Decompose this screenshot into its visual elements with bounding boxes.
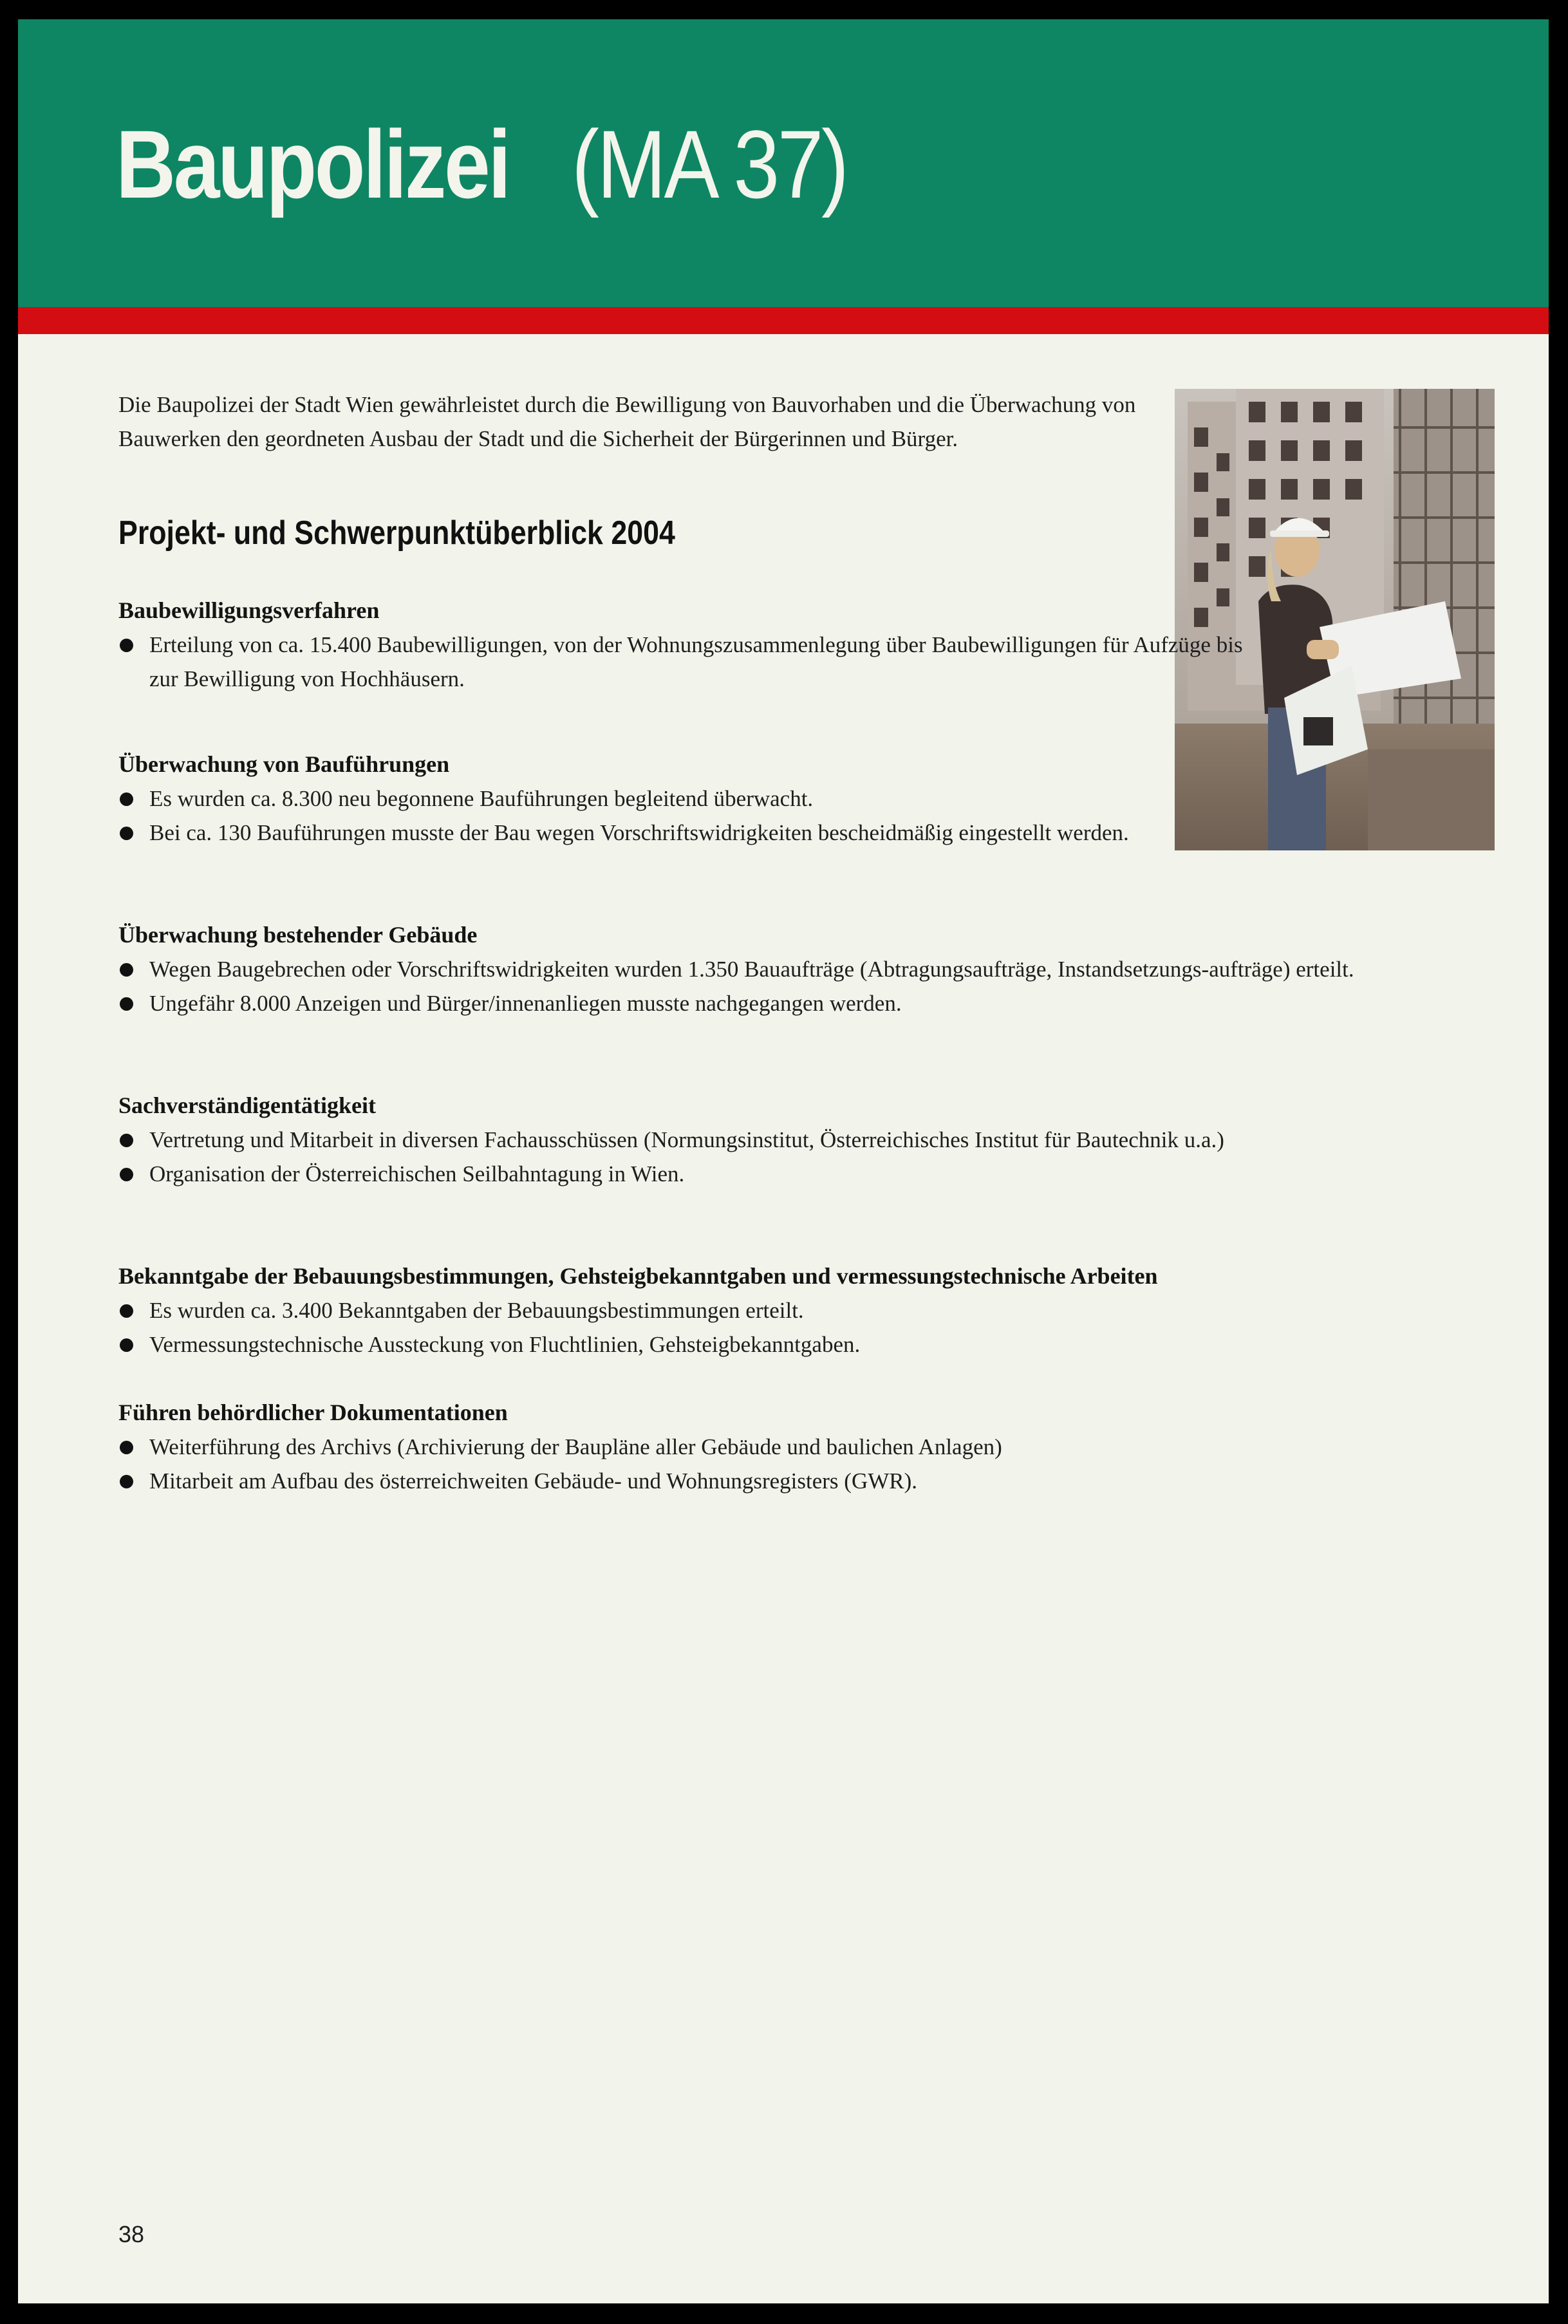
list-item-text: Vertretung und Mitarbeit in diversen Fachausschüssen (Normungsinstitut, Österreichisches Institut für Bautechnik u.a.) <box>149 1127 1224 1152</box>
list-item-text: Weiterführung des Archivs (Archivierung der Baupläne aller Gebäude und baulichen Anlagen) <box>149 1434 1002 1459</box>
bullet-icon <box>120 1338 133 1352</box>
bullet-list <box>118 1123 1502 1191</box>
section-ueberwachung-baufuehrungen <box>118 747 1502 850</box>
header-band <box>18 19 1549 307</box>
list-item <box>118 628 1244 696</box>
title-main: Baupolizei <box>116 110 509 218</box>
document-page <box>18 19 1549 2303</box>
list-item <box>118 1464 1520 1498</box>
list-item-text: Ungefähr 8.000 Anzeigen und Bürger/innenanliegen musste nachgegangen werden. <box>149 991 902 1016</box>
list-item-text: Organisation der Österreichischen Seilbahntagung in Wien. <box>149 1161 685 1186</box>
list-item-text: Vermessungstechnische Aussteckung von Fluchtlinien, Gehsteigbekanntgaben. <box>149 1332 861 1357</box>
list-item-text: Mitarbeit am Aufbau des österreichweiten Gebäude- und Wohnungsregisters (GWR). <box>149 1468 918 1494</box>
page-title <box>116 110 891 218</box>
bullet-list <box>118 1430 1502 1498</box>
section-heading: Bekanntgabe der Bebauungsbestimmungen, Gehsteigbekanntgaben und vermessungstechnische Arbeiten <box>118 1263 1158 1289</box>
list-item <box>118 1123 1411 1157</box>
bullet-list <box>118 782 1502 850</box>
bullet-icon <box>120 1441 133 1454</box>
list-item <box>118 1157 1411 1191</box>
list-item-text: Wegen Baugebrechen oder Vorschriftswidrigkeiten wurden 1.350 Bauaufträge (Abtragungsaufträge, Instandsetzungs-aufträge) erteilt. <box>149 957 1354 982</box>
section-heading: Überwachung bestehender Gebäude <box>118 922 478 948</box>
section-sachverstaendigentaetigkeit <box>118 1089 1502 1191</box>
bullet-icon <box>120 1475 133 1488</box>
bullet-icon <box>120 639 133 652</box>
list-item <box>118 1430 1520 1464</box>
section-heading: Sachverständigentätigkeit <box>118 1092 376 1118</box>
list-item <box>118 1293 1520 1327</box>
section-heading: Überwachung von Bauführungen <box>118 751 450 777</box>
section-ueberwachung-gebaeude <box>118 918 1502 1020</box>
bullet-icon <box>120 997 133 1011</box>
list-item-text: Bei ca. 130 Bauführungen musste der Bau wegen Vorschriftswidrigkeiten bescheidmäßig eingestellt werden. <box>149 820 1129 845</box>
title-suffix: (MA 37) <box>571 110 847 218</box>
bullet-list <box>118 952 1502 1020</box>
list-item <box>118 1327 1520 1362</box>
intro-paragraph: Die Baupolizei der Stadt Wien gewährleistet durch die Bewilligung von Bauvorhaben und die Überwachung von Bauwerken den geordneten Ausbau der Stadt und die Sicherheit der Bürgerinnen und Bürger. <box>118 392 1136 451</box>
bullet-icon <box>120 792 133 806</box>
bullet-icon <box>120 1134 133 1147</box>
section-baubewilligungsverfahren <box>118 594 1502 696</box>
bullet-list <box>118 628 1502 696</box>
bullet-icon <box>120 963 133 977</box>
section-subheading: Projekt- und Schwerpunktüberblick 2004 <box>118 514 675 552</box>
section-dokumentationen <box>118 1396 1502 1498</box>
list-item-text: Es wurden ca. 3.400 Bekanntgaben der Bebauungsbestimmungen erteilt. <box>149 1298 804 1323</box>
bullet-list <box>118 1293 1502 1362</box>
bullet-icon <box>120 827 133 840</box>
bullet-icon <box>120 1304 133 1318</box>
list-item-text: Es wurden ca. 8.300 neu begonnene Bauführungen begleitend überwacht. <box>149 786 814 811</box>
list-item <box>118 816 1244 850</box>
list-item <box>118 782 1244 816</box>
section-heading: Führen behördlicher Dokumentationen <box>118 1400 508 1425</box>
list-item <box>118 986 1520 1020</box>
header-accent-stripe <box>18 307 1549 334</box>
section-heading: Baubewilligungsverfahren <box>118 597 380 623</box>
section-bekanntgabe <box>118 1259 1502 1362</box>
page-number: 38 <box>118 2221 145 2247</box>
list-item-text: Erteilung von ca. 15.400 Baubewilligungen, von der Wohnungszusammenlegung über Baubewilligungen für Aufzüge bis zur Bewilligung von Hochhäusern. <box>149 632 1243 691</box>
bullet-icon <box>120 1168 133 1181</box>
list-item <box>118 952 1520 986</box>
